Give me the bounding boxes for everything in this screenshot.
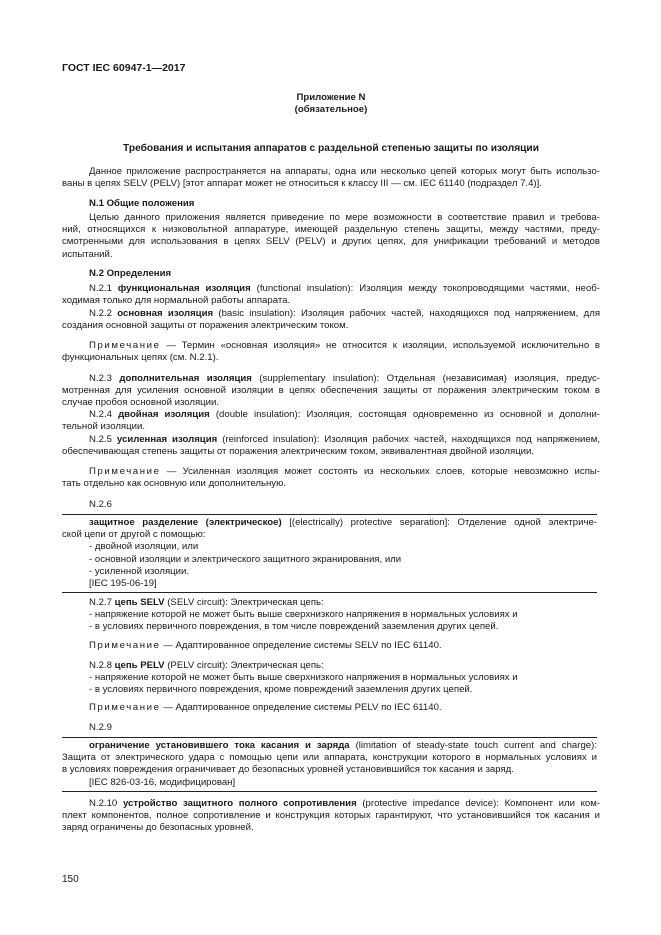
n1-line: смотренными для использования в цепях SELV (PELV) и других цепях, для унификации требований и методов <box>62 236 600 248</box>
def-text: заряд ограничены до безопасных уровней. <box>62 822 254 834</box>
page-number: 150 <box>62 874 79 885</box>
def-text: случае пробоя основной изоляции. <box>62 397 220 409</box>
list-item: - в условиях первичного повреждения, в том числе повреждений заземления других цепей. <box>89 621 499 633</box>
def-number: N.2.9 <box>89 722 112 733</box>
def-number: N.2.5 <box>89 434 112 445</box>
def-text: (supplementary insulation): Отдельная (независимая) изоляция, предус- <box>259 373 601 384</box>
definition-n2-2 <box>62 308 600 332</box>
list-item: - усиленной изоляции. <box>89 565 190 577</box>
def-text: (double insulation): Изоляция, состоящая одновременно из основной и дополни- <box>215 409 601 420</box>
note-text: — Адаптированное определение системы PELV по IEC 61140. <box>163 702 442 713</box>
note-2 <box>62 466 600 490</box>
n1-line: ний, относящихся к низковольтной аппаратуре, имеющей раздельную степень защиты, между частями, преду- <box>62 224 600 236</box>
definition-n2-4 <box>62 409 600 433</box>
def-number: N.2.8 <box>89 660 112 671</box>
note-text: — Адаптированное определение системы SELV по IEC 61140. <box>163 640 442 651</box>
note-label: Примечание <box>89 340 161 351</box>
def-number: N.2.4 <box>89 409 112 420</box>
list-item: - напряжение которой не может быть выше сверхнизкого напряжения в нормальных условиях и <box>89 672 518 684</box>
note-label: Примечание <box>89 466 161 477</box>
note-text: функциональных цепях (см. N.2.1). <box>62 352 219 364</box>
def-text: создания основной защиты от поражения электрическим током. <box>62 320 349 332</box>
list-item: - двойной изоляции, или <box>89 541 199 553</box>
definition-n2-1 <box>62 283 600 307</box>
def-text: плект компонентов, полное сопротивление и конструкция которых гарантируют, что установившийся ток касания и <box>62 810 600 822</box>
def-text: (protective impedance device): Компонент или ком- <box>362 798 601 809</box>
def-text: (PELV circuit): Электрическая цепь: <box>167 660 324 671</box>
note-4 <box>62 702 600 714</box>
def-term: дополнительная изоляция <box>119 373 252 384</box>
def-term: ограничение установившего тока касания и заряда <box>89 740 350 751</box>
def-text: ской цепи от другой с помощью: <box>62 529 206 541</box>
def-text: [(electrically) protective separation]: Отделение одной электриче- <box>289 517 597 528</box>
def-term: устройство защитного полного сопротивления <box>122 798 357 809</box>
def-number: N.2.3 <box>89 373 112 384</box>
definition-n2-8 <box>62 660 600 697</box>
note-label: Примечание <box>89 702 161 713</box>
def-text: Защита от электрического удара с помощью цепи или аппарата, конструкции которого в нормальных условиях и <box>62 752 597 764</box>
note-label: Примечание <box>89 640 161 651</box>
definition-n2-10 <box>62 798 600 835</box>
def-number: N.2.1 <box>89 283 112 294</box>
section-n2-title: N.2 Определения <box>89 268 172 279</box>
def-reference: [IEC 826-03-16, модифицирован] <box>89 776 236 788</box>
def-text: ходимая только для нормальной работы аппарата. <box>62 295 291 307</box>
def-text: в условиях повреждения ограничивает до безопасных уровней установившийся ток касания и заряд. <box>62 764 514 776</box>
intro-paragraph <box>62 166 600 190</box>
definition-n2-7 <box>62 597 600 634</box>
note-3 <box>62 640 600 652</box>
definition-box-n2-9 <box>62 737 597 792</box>
note-1 <box>62 340 600 364</box>
def-reference: [IEC 195-06-19] <box>89 578 157 590</box>
list-item: - основной изоляции и электрического защитного экранирования, или <box>89 553 402 565</box>
def-term: функциональная изоляция <box>117 283 251 294</box>
section-n1-title: N.1 Общие положения <box>89 198 195 209</box>
def-text: тельной изоляции. <box>62 421 146 433</box>
def-term: двойная изоляция <box>118 409 210 420</box>
list-item: - напряжение которой не может быть выше сверхнизкого напряжения в нормальных условиях и <box>89 609 518 621</box>
def-term: усиленная изоляция <box>116 434 218 445</box>
n1-line: Целью данного приложения является приведение по мере возможности в соответствие правил и требова- <box>89 212 600 223</box>
note-text: — Усиленная изоляция может состоять из нескольких слоев, которые невозможно испы- <box>166 466 600 477</box>
def-text: (functional insulation): Изоляция между токопроводящими частями, необ- <box>256 283 600 294</box>
def-text: (basic insulation): Изоляция рабочих частей, находящихся под напряжением, для <box>218 308 601 319</box>
def-text: обеспечивающая степень защиты от поражения электрическим током, эквивалентная двойной изоляции. <box>62 446 535 458</box>
definition-n2-3 <box>62 373 600 410</box>
def-term: защитное разделение (электрическое) <box>89 517 282 528</box>
def-text: (reinforced insulation): Изоляция рабочих частей, находящихся под напряжением, <box>222 434 600 445</box>
list-item: - в условиях первичного повреждения, кроме повреждений заземления других цепей. <box>89 684 473 696</box>
def-number: N.2.6 <box>89 499 112 510</box>
def-text: (SELV circuit): Электрическая цепь: <box>167 597 324 608</box>
intro-line: Данное приложение распространяется на аппараты, одна или несколько цепей которых могут быть использо- <box>89 166 600 177</box>
definition-box-n2-6 <box>62 514 597 593</box>
appendix-heading: Требования и испытания аппаратов с раздельной степенью защиты по изоляции <box>123 143 539 154</box>
note-text: — Термин «основная изоляция» не относится к изоляции, используемой исключительно в <box>166 340 600 351</box>
def-text: мотренная для усиления основной изоляции в цепях обеспечения защиты от поражения электрическим током в <box>62 385 600 397</box>
def-term: основная изоляция <box>117 308 214 319</box>
note-text: тать отдельно как основную или дополнительную. <box>62 478 286 490</box>
section-n1-text <box>62 212 600 261</box>
def-term: цепь SELV <box>114 597 165 608</box>
def-number: N.2.10 <box>89 798 118 809</box>
n1-line: испытаний. <box>62 248 113 260</box>
document-header: ГОСТ IEC 60947-1—2017 <box>62 62 186 74</box>
def-text: (limitation of steady-state touch current and charge): <box>355 740 597 751</box>
def-term: цепь PELV <box>114 660 165 671</box>
appendix-subtitle: (обязательное) <box>294 104 368 115</box>
appendix-title: Приложение N <box>296 92 366 103</box>
def-number: N.2.2 <box>89 308 112 319</box>
definition-n2-5 <box>62 434 600 458</box>
def-number: N.2.7 <box>89 597 112 608</box>
intro-line: ваны в цепях SELV (PELV) [этот аппарат может не относиться к классу III — см. IEC 61140 (подраздел 7.4)]. <box>62 178 542 190</box>
